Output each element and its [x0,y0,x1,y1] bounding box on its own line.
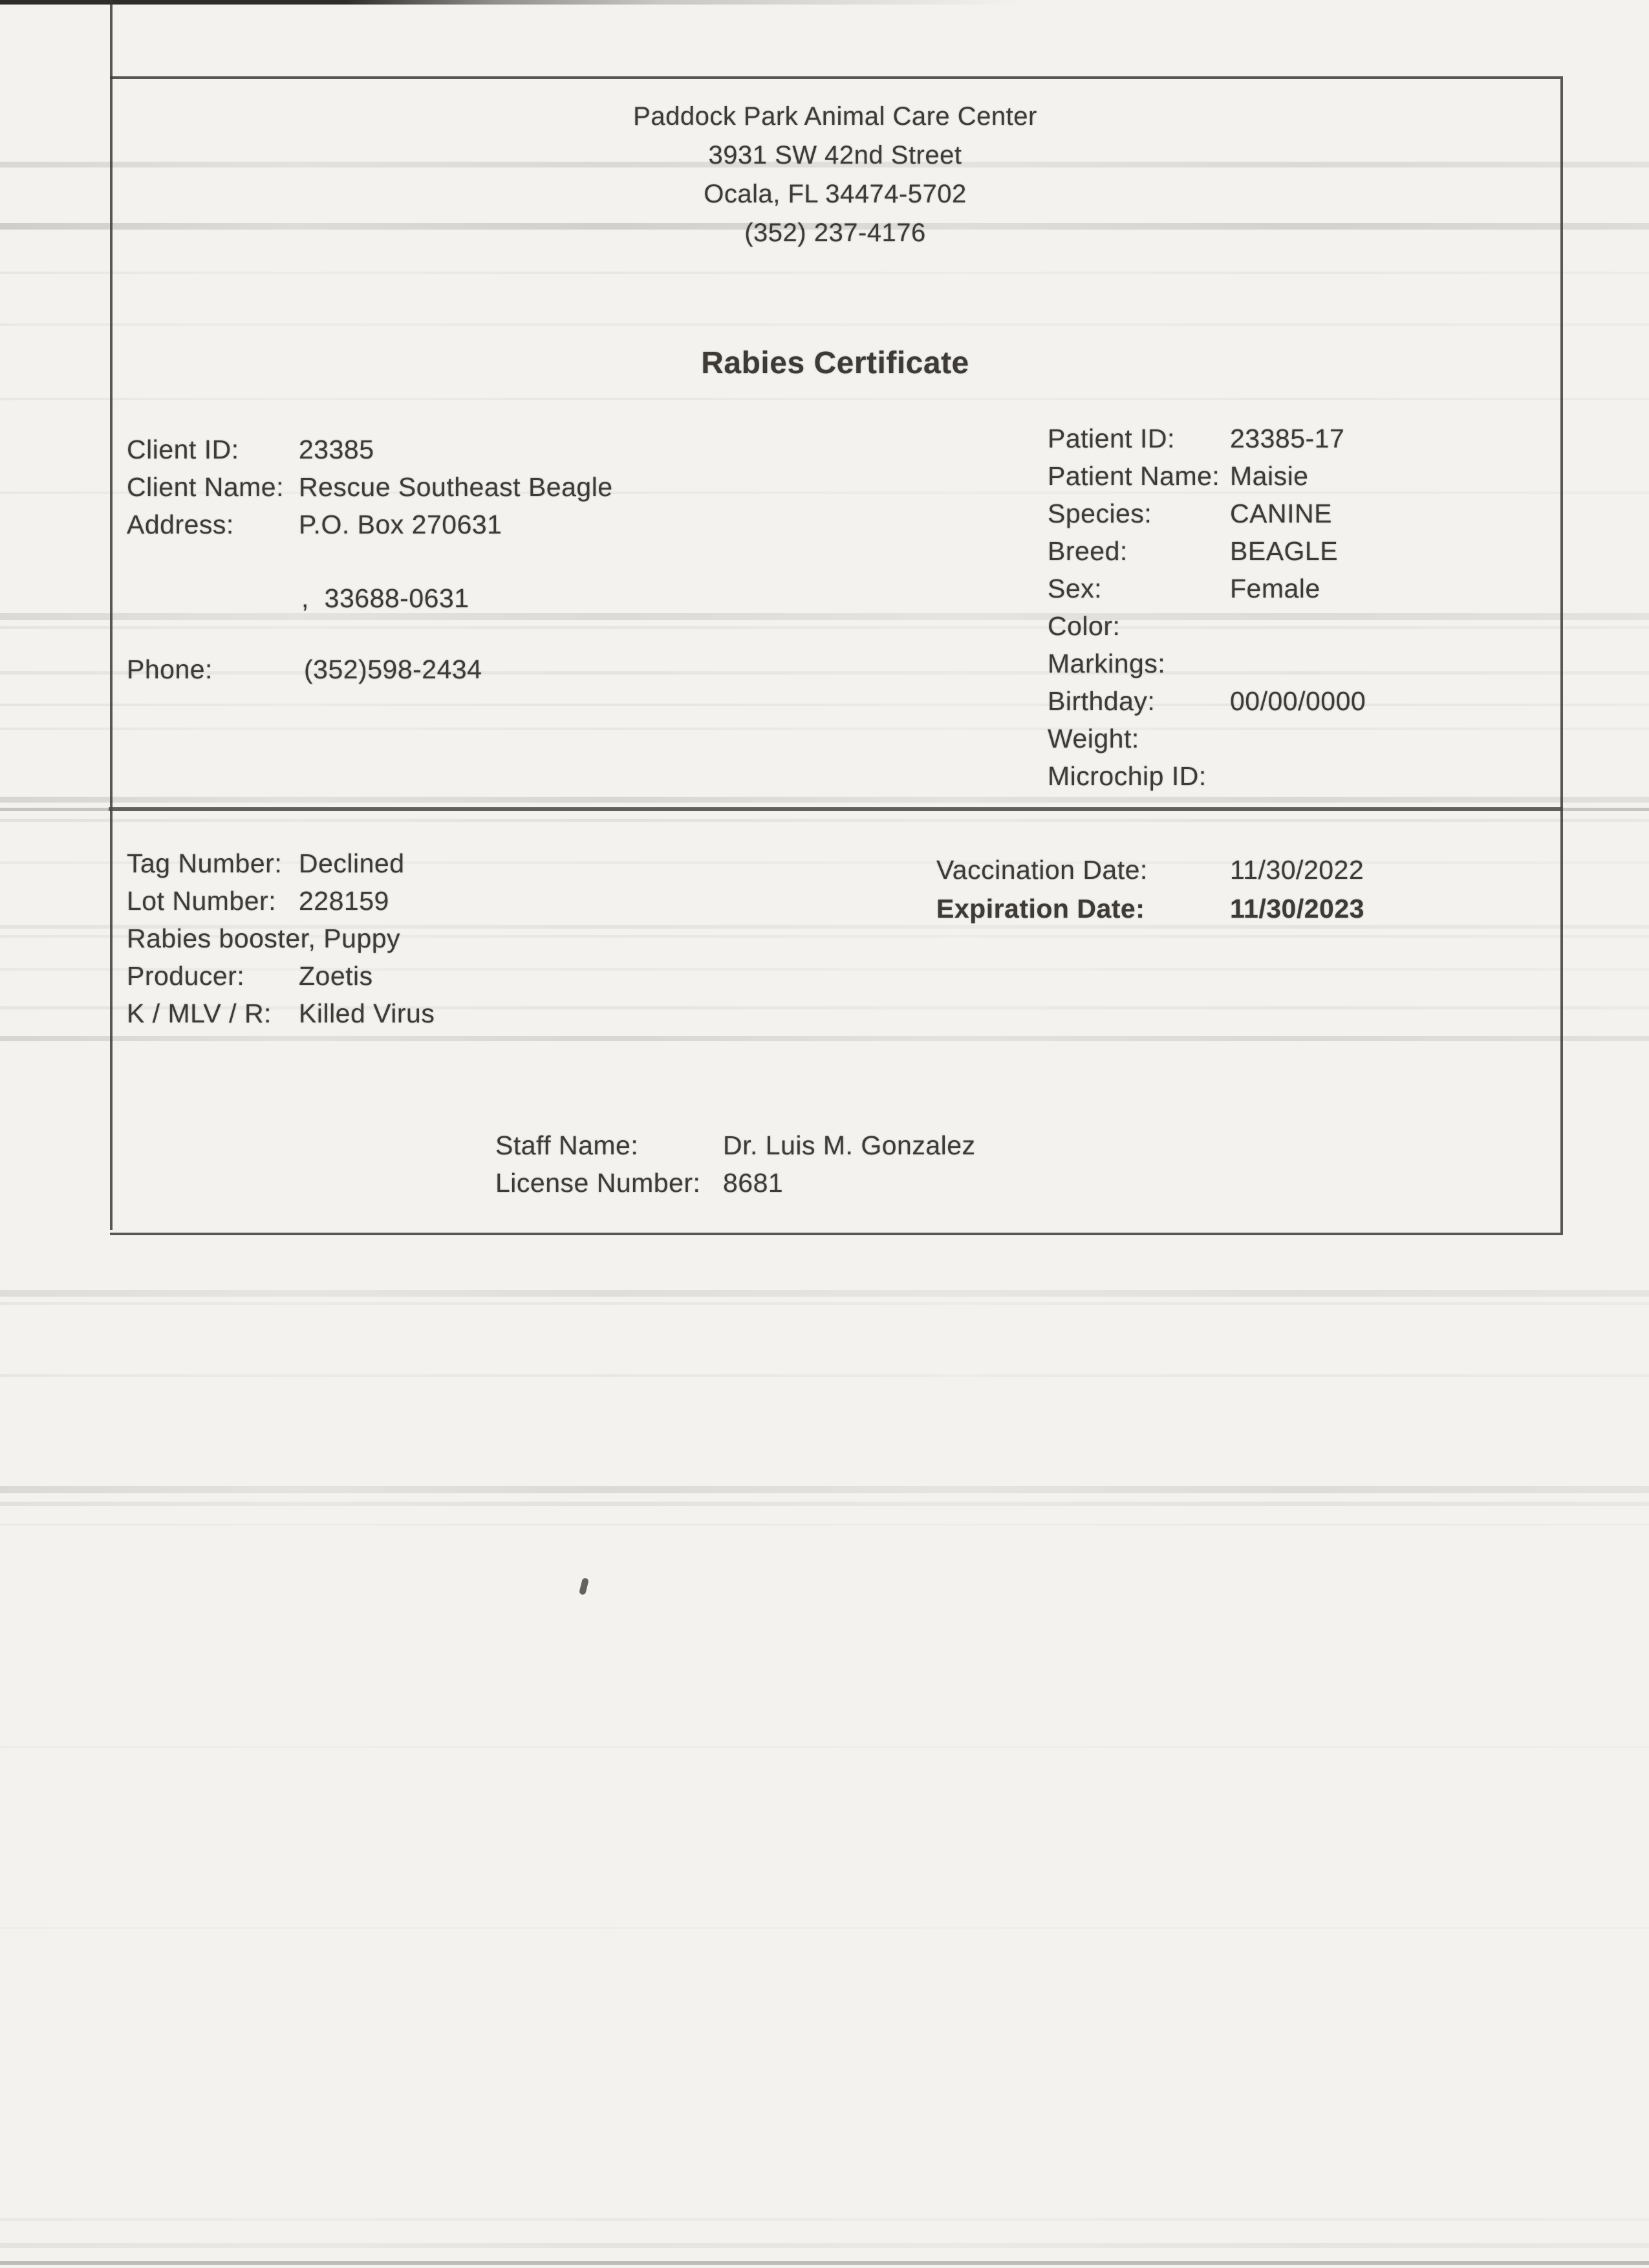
client-id-label: Client ID: [127,435,239,464]
vaccination-date-label: Vaccination Date: [936,855,1148,885]
lot-number-label: Lot Number: [127,886,277,916]
tag-number-value: Declined [299,848,405,878]
clinic-street: 3931 SW 42nd Street [708,141,962,169]
producer-value: Zoetis [299,961,373,991]
client-phone-value: (352)598-2434 [304,654,482,684]
scan-edge-artifact-top [0,0,1649,5]
patient-breed-label: Breed: [1048,536,1128,566]
patient-name-value: Maisie [1230,461,1309,491]
license-number-label: License Number: [495,1168,701,1198]
scan-edge-artifact-bottom [0,2261,1649,2265]
scan-streak [0,1374,1649,1377]
clinic-city: Ocala, FL 34474-5702 [704,180,967,208]
vaccination-date-value: 11/30/2022 [1230,855,1364,885]
patient-microchip-label: Microchip ID: [1048,761,1207,791]
scan-streak [0,2218,1649,2221]
clinic-phone: (352) 237-4176 [744,219,926,247]
client-name-label: Client Name: [127,472,284,502]
patient-color-label: Color: [1048,611,1121,641]
staff-name-label: Staff Name: [495,1130,639,1160]
client-name-value: Rescue Southeast Beagle [299,472,613,502]
patient-birthday-value: 00/00/0000 [1230,686,1366,716]
scan-streak [0,1524,1649,1526]
patient-birthday-label: Birthday: [1048,686,1156,716]
scan-streak [0,1746,1649,1748]
tag-number-label: Tag Number: [127,848,283,878]
scan-streak [0,1927,1649,1929]
expiration-date-label: Expiration Date: [936,894,1145,923]
patient-id-label: Patient ID: [1048,424,1175,453]
scan-speck-artifact [579,1577,589,1595]
producer-label: Producer: [127,961,245,991]
client-id-value: 23385 [299,435,374,464]
patient-markings-label: Markings: [1048,649,1166,678]
patient-name-label: Patient Name: [1048,461,1220,491]
patient-sex-label: Sex: [1048,574,1103,603]
scan-streak [0,2243,1649,2248]
virus-type-value: Killed Virus [299,999,435,1028]
patient-weight-label: Weight: [1048,724,1139,753]
virus-type-label: K / MLV / R: [127,999,272,1028]
client-address-value: P.O. Box 270631 [299,510,502,539]
client-address-label: Address: [127,510,234,539]
staff-name-value: Dr. Luis M. Gonzalez [723,1130,976,1160]
patient-species-value: CANINE [1230,499,1332,528]
vaccine-description: Rabies booster, Puppy [127,923,401,953]
lot-number-value: 228159 [299,886,389,916]
scan-streak [0,1486,1649,1493]
patient-sex-value: Female [1230,574,1320,603]
scan-streak [0,1290,1649,1297]
scan-streak [0,1302,1649,1305]
document-title: Rabies Certificate [701,346,969,380]
patient-species-label: Species: [1048,499,1152,528]
section-divider-line [109,807,1563,811]
patient-id-value: 23385-17 [1230,424,1345,453]
client-address-line2-value: , 33688-0631 [301,583,469,613]
patient-breed-value: BEAGLE [1230,536,1339,566]
clinic-name: Paddock Park Animal Care Center [633,102,1037,131]
client-phone-label: Phone: [127,654,213,684]
expiration-date-value: 11/30/2023 [1230,894,1364,923]
license-number-value: 8681 [723,1168,784,1198]
scan-streak [0,1502,1649,1506]
